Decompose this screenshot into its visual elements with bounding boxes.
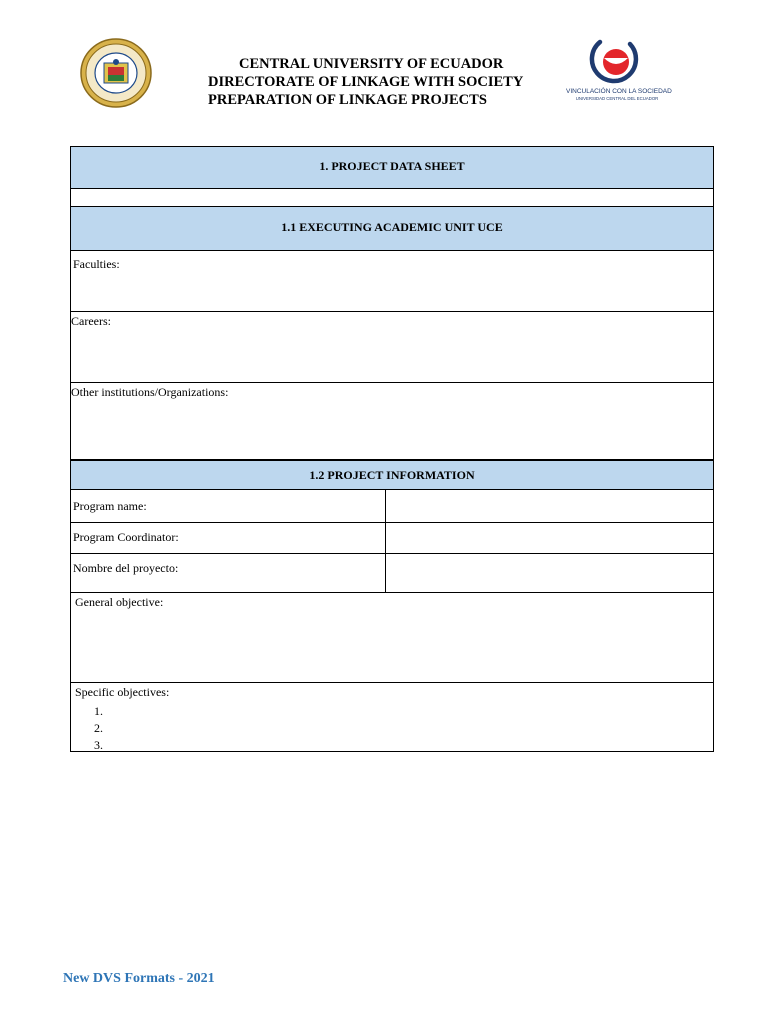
vinculacion-logo-text: VINCULACIÓN CON LA SOCIEDAD — [566, 88, 672, 95]
program-coordinator-input[interactable] — [385, 523, 713, 553]
objective-item-1: 1. — [94, 704, 103, 718]
careers-field[interactable] — [71, 312, 713, 383]
program-name-input[interactable] — [385, 490, 713, 522]
general-objective-label: General objective: — [75, 595, 164, 609]
university-seal-logo — [80, 38, 152, 108]
footer-text: New DVS Formats - 2021 — [63, 971, 215, 986]
section-title: 1.2 PROJECT INFORMATION — [309, 468, 475, 482]
other-institutions-label: Other institutions/Organizations: — [71, 385, 229, 399]
program-name-row — [71, 490, 713, 523]
vinculacion-logo-subtext: UNIVERSIDAD CENTRAL DEL ECUADOR — [575, 96, 659, 101]
header-line-2: DIRECTORATE OF LINKAGE WITH SOCIETY — [208, 74, 524, 90]
faculties-field[interactable] — [71, 251, 713, 312]
general-objective-field[interactable] — [71, 593, 713, 683]
faculties-label: Faculties: — [73, 257, 120, 271]
objective-item-2: 2. — [94, 721, 103, 735]
program-coordinator-row — [71, 523, 713, 554]
project-name-row — [71, 554, 713, 593]
specific-objectives-label: Specific objectives: — [75, 685, 170, 699]
project-name-label: Nombre del proyecto: — [73, 561, 179, 575]
section-executing-unit-header — [71, 207, 713, 251]
spacer-row — [71, 189, 713, 207]
project-name-input[interactable] — [385, 554, 713, 592]
specific-objectives-field[interactable] — [71, 683, 713, 751]
objective-item-3: 3. — [94, 738, 103, 752]
program-coordinator-label: Program Coordinator: — [73, 530, 179, 544]
document-header — [208, 55, 548, 109]
section-project-information-header — [71, 460, 713, 490]
careers-label: Careers: — [71, 314, 111, 328]
header-line-3: PREPARATION OF LINKAGE PROJECTS — [208, 92, 487, 108]
header-line-1: CENTRAL UNIVERSITY OF ECUADOR — [239, 56, 504, 72]
section-title: 1.1 EXECUTING ACADEMIC UNIT UCE — [281, 220, 503, 234]
specific-objectives-list — [94, 703, 103, 754]
section-project-data-sheet-header — [71, 147, 713, 189]
section-title: 1. PROJECT DATA SHEET — [319, 159, 465, 173]
project-data-form — [70, 146, 714, 752]
other-institutions-field[interactable] — [71, 383, 713, 460]
program-name-label: Program name: — [73, 499, 147, 513]
